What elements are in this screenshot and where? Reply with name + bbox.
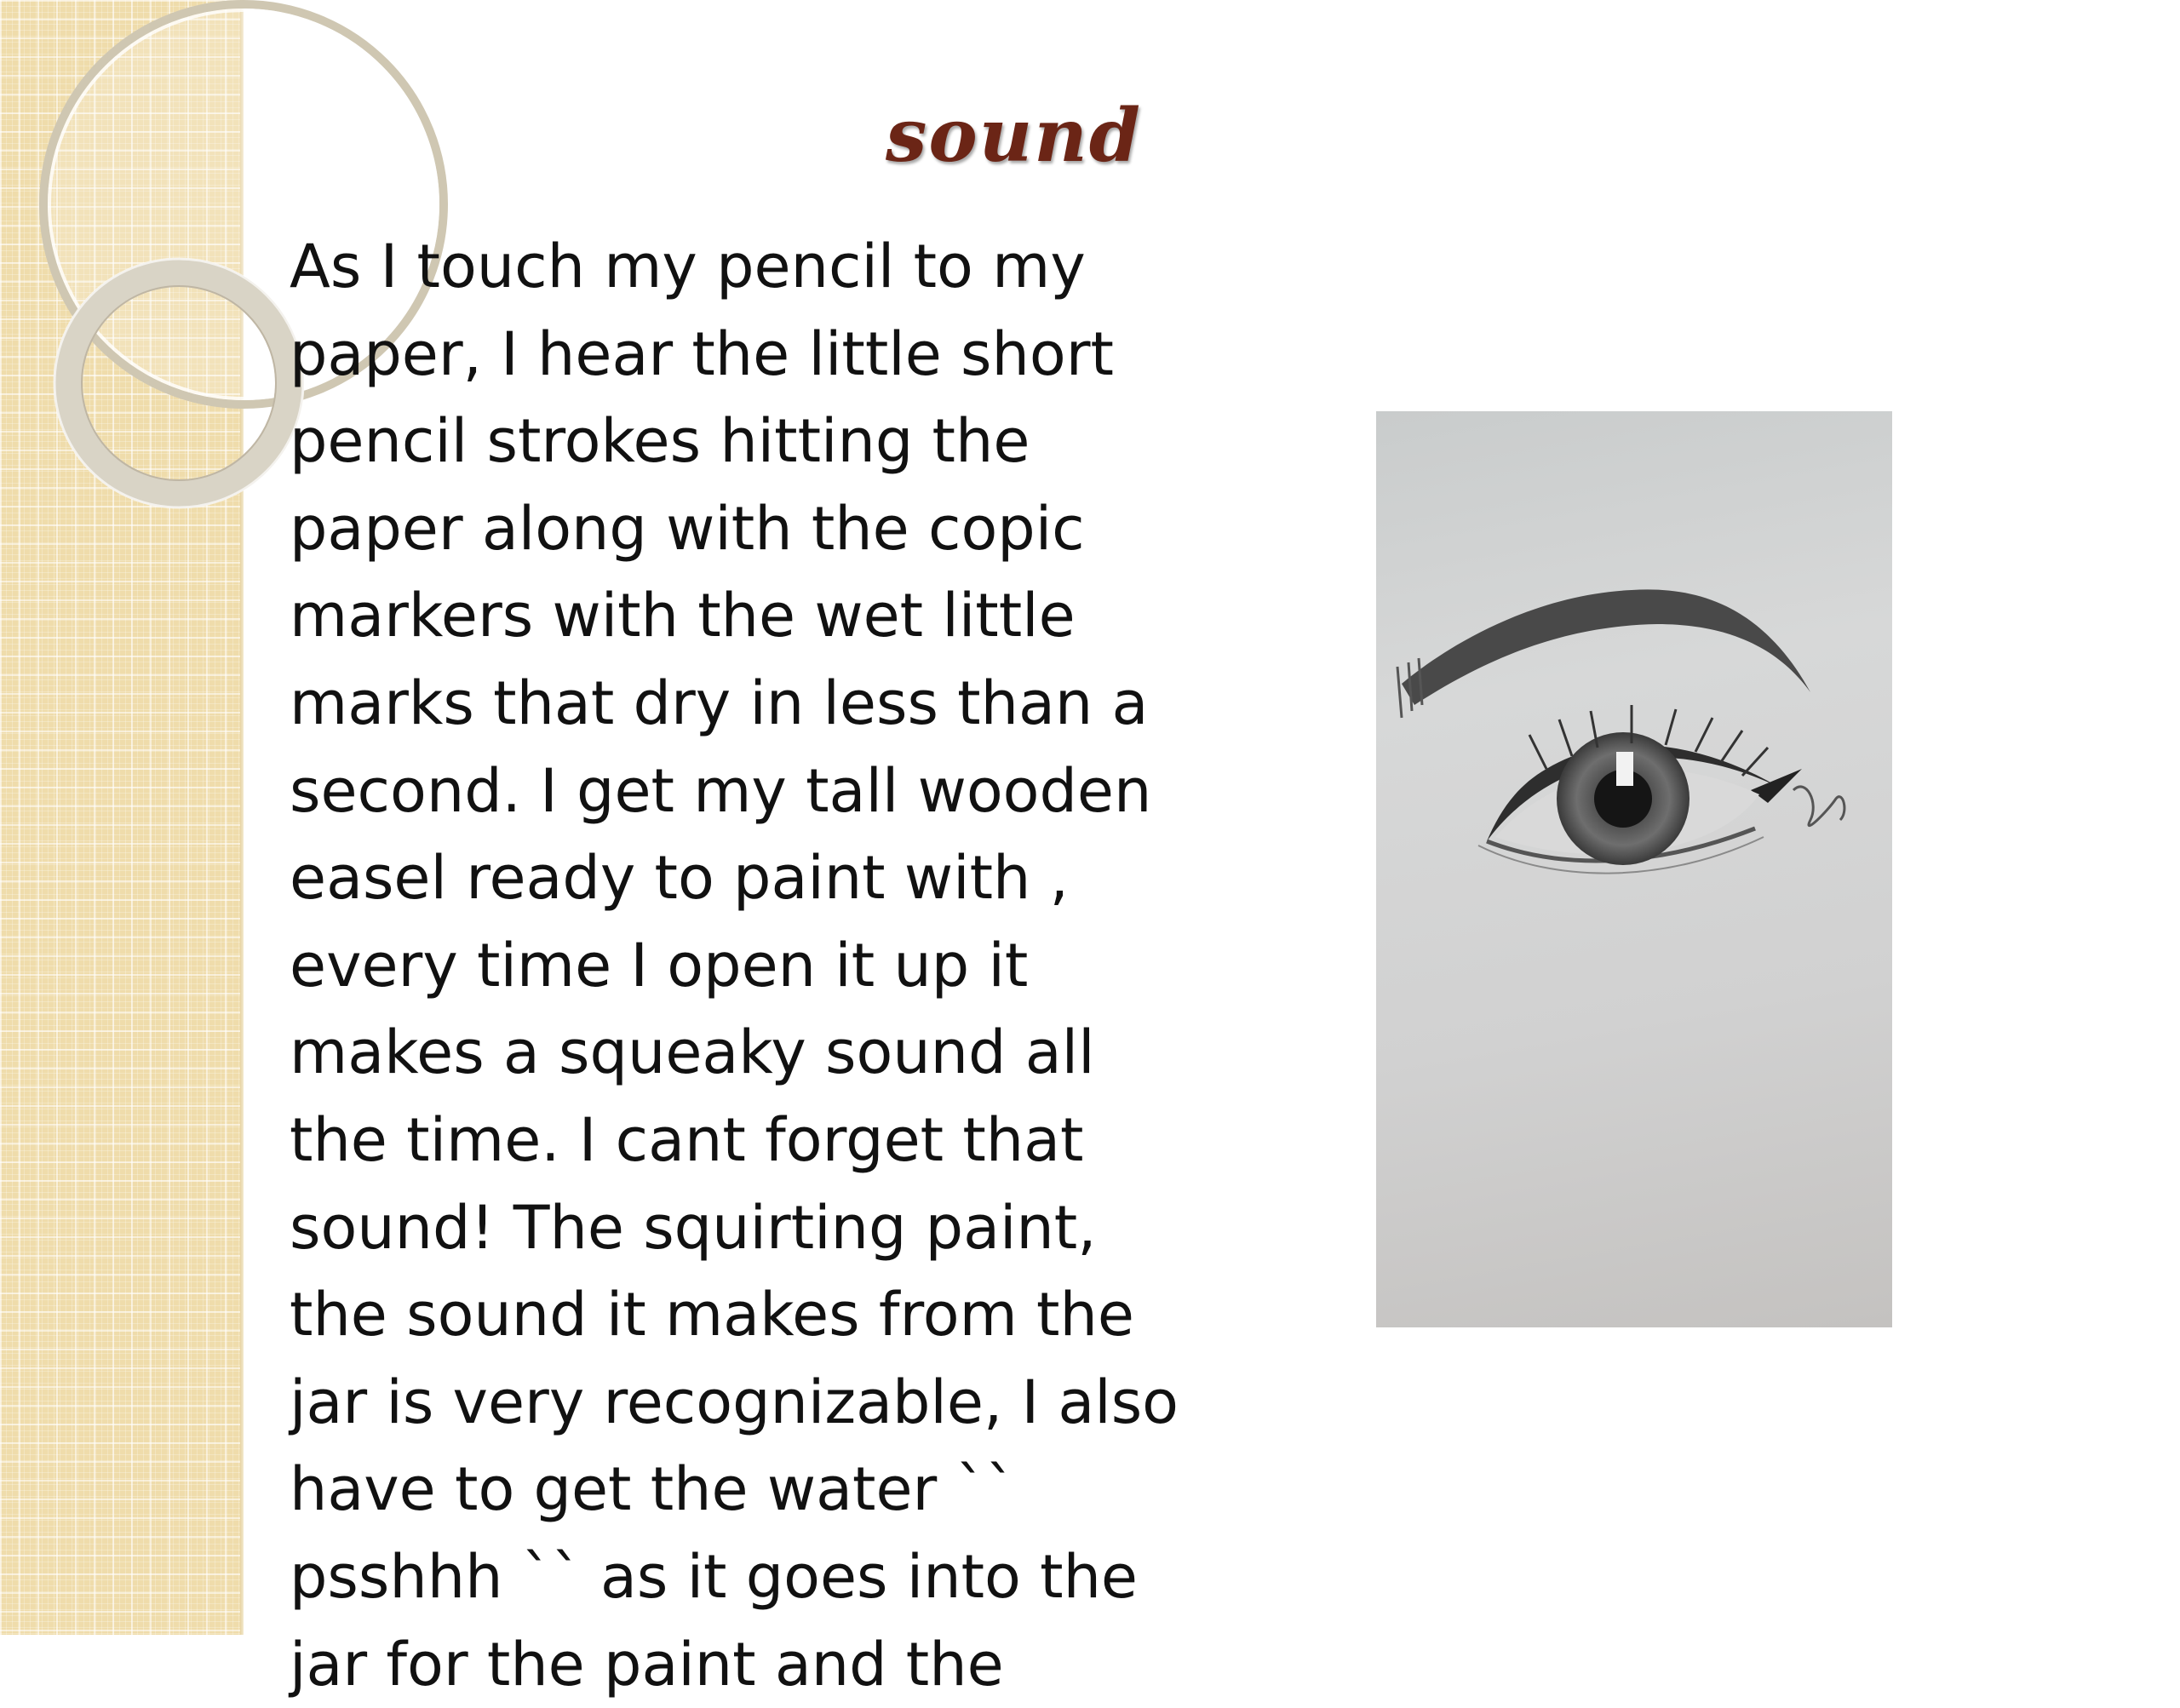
body-line: makes a squeaky sound all [290, 1009, 1192, 1097]
eye-sketch-illustration [1376, 411, 1892, 1327]
body-paragraph [290, 223, 1192, 1635]
body-line: have to get the water `` [290, 1446, 1192, 1533]
body-line: markers with the wet little [290, 572, 1192, 660]
body-line: second. I get my tall wooden [290, 748, 1192, 835]
body-line: As I touch my pencil to my [290, 223, 1192, 311]
body-line: psshhh `` as it goes into the [290, 1533, 1192, 1621]
body-line: paper, I hear the little short [290, 311, 1192, 398]
body-line: jar for the paint and the [290, 1621, 1192, 1708]
body-line: marks that dry in less than a [290, 660, 1192, 748]
body-line: paper along with the copic [290, 485, 1192, 573]
eye-drawing-image [1376, 411, 1892, 1327]
body-line: jar is very recognizable, I also [290, 1359, 1192, 1447]
slide-title: sound [886, 85, 1192, 187]
body-line: the sound it makes from the [290, 1271, 1192, 1359]
body-line: easel ready to paint with , [290, 834, 1192, 922]
body-line: sound! The squirting paint, [290, 1184, 1192, 1272]
decorative-rings [0, 0, 255, 545]
body-line: pencil strokes hitting the [290, 398, 1192, 485]
body-line: the time. I cant forget that [290, 1097, 1192, 1184]
body-line: every time I open it up it [290, 922, 1192, 1010]
